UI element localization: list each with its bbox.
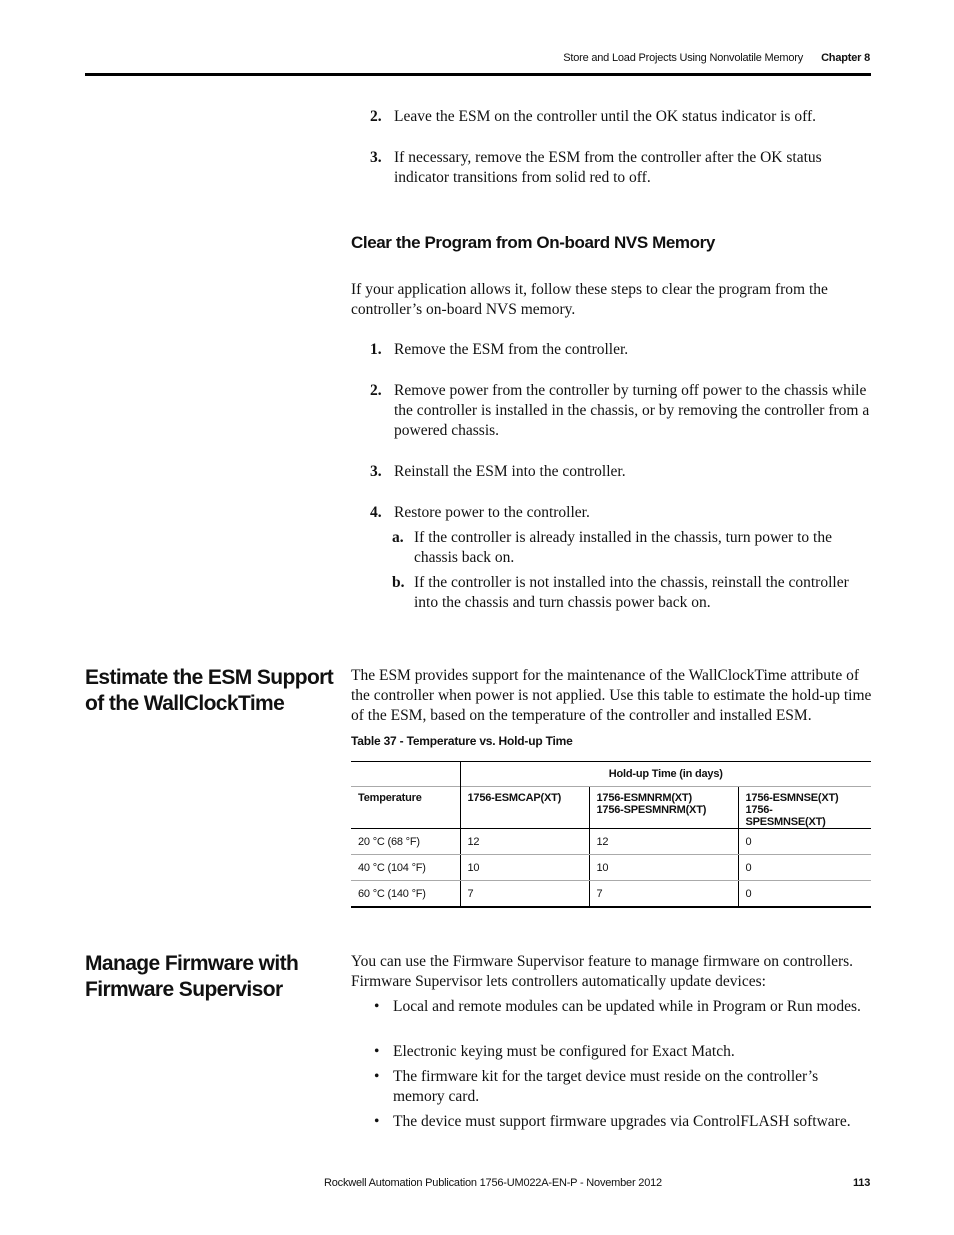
step-number: 1. — [370, 341, 382, 358]
intro-step-2 — [370, 107, 870, 127]
firmware-section-heading: Manage Firmware with Firmware Supervisor — [85, 952, 299, 1001]
table-row — [351, 855, 871, 881]
running-header — [563, 52, 870, 64]
cell-esmnse: 0 — [738, 829, 871, 855]
cell-esmnse: 0 — [738, 881, 871, 908]
bullet-text: Electronic keying must be configured for Exact Match. — [393, 1043, 735, 1060]
firmware-bullet — [370, 1112, 870, 1132]
page-number: 113 — [853, 1177, 871, 1189]
substep-text: If the controller is already installed in the chassis, turn power to the chassis back on. — [414, 529, 832, 566]
bullet-dot: • — [374, 1043, 380, 1060]
clear-nvs-intro: If your application allows it, follow these steps to clear the program from the controller’s on-board NVS memory. — [351, 281, 828, 318]
step-number: 4. — [370, 504, 382, 521]
holdup-table — [351, 761, 871, 908]
firmware-bullet — [370, 1042, 870, 1062]
footer-publication: Rockwell Automation Publication 1756-UM022A-EN-P - November 2012 — [324, 1177, 662, 1189]
step-text: If necessary, remove the ESM from the controller after the OK status indicator transitions from solid red to off. — [394, 149, 822, 186]
cell-esmnse: 0 — [738, 855, 871, 881]
column-header-esmnse: 1756-ESMNSE(XT) 1756-SPESMNSE(XT) — [738, 787, 871, 829]
table-group-header: Hold-up Time (in days) — [460, 762, 871, 787]
substep-letter: b. — [392, 574, 405, 591]
clear-step-3 — [370, 462, 870, 482]
step-text: Remove the ESM from the controller. — [394, 341, 629, 358]
cell-temperature: 20 °C (68 °F) — [351, 829, 460, 855]
step-text: Restore power to the controller. — [394, 504, 590, 521]
substep-text: If the controller is not installed into the chassis, reinstall the controller into the chassis and turn chassis power back on. — [414, 574, 849, 611]
table-group-header-row — [351, 762, 871, 787]
step-text: Reinstall the ESM into the controller. — [394, 463, 626, 480]
clear-step-4 — [370, 503, 870, 523]
step-number: 2. — [370, 382, 382, 399]
substep-letter: a. — [392, 529, 404, 546]
cell-esmnrm: 12 — [589, 829, 738, 855]
clear-nvs-heading: Clear the Program from On-board NVS Memory — [351, 233, 715, 252]
bullet-text: The device must support firmware upgrades via ControlFLASH software. — [393, 1113, 851, 1130]
table-header-empty — [351, 762, 460, 787]
clear-step-2 — [370, 381, 870, 441]
esm-section-heading: Estimate the ESM Support of the WallClockTime — [85, 666, 334, 715]
firmware-section-body: You can use the Firmware Supervisor feature to manage firmware on controllers. Firmware Supervisor lets controllers automatically update devices: — [351, 953, 854, 990]
cell-temperature: 60 °C (140 °F) — [351, 881, 460, 908]
bullet-dot: • — [374, 1068, 380, 1085]
column-header-temperature: Temperature — [351, 787, 460, 829]
cell-esmcap: 12 — [460, 829, 589, 855]
cell-temperature: 40 °C (104 °F) — [351, 855, 460, 881]
column-header-esmnrm: 1756-ESMNRM(XT) 1756-SPESMNRM(XT) — [589, 787, 738, 829]
clear-substep-a — [392, 528, 872, 568]
header-title: Store and Load Projects Using Nonvolatile Memory — [563, 52, 804, 64]
column-header-esmcap: 1756-ESMCAP(XT) — [460, 787, 589, 829]
firmware-bullet — [370, 1067, 870, 1107]
table-row — [351, 881, 871, 908]
cell-esmcap: 7 — [460, 881, 589, 908]
clear-step-1 — [370, 340, 870, 360]
table-caption: Table 37 - Temperature vs. Hold-up Time — [351, 734, 573, 748]
step-text: Remove power from the controller by turning off power to the chassis while the controller is installed in the chassis, or by removing the controller from a powered chassis. — [394, 382, 870, 439]
step-number: 2. — [370, 108, 382, 125]
step-number: 3. — [370, 149, 382, 166]
header-rule — [85, 73, 871, 76]
firmware-bullet — [370, 997, 870, 1017]
esm-section-body: The ESM provides support for the maintenance of the WallClockTime attribute of the controller when power is not applied. Use this table to estimate the hold-up time of the ESM, based on the temperature of the controller and installed ESM. — [351, 667, 872, 724]
bullet-dot: • — [374, 1113, 380, 1130]
intro-step-3 — [370, 148, 870, 188]
table-column-header-row — [351, 787, 871, 829]
cell-esmcap: 10 — [460, 855, 589, 881]
bullet-text: Local and remote modules can be updated while in Program or Run modes. — [393, 998, 861, 1015]
cell-esmnrm: 7 — [589, 881, 738, 908]
step-number: 3. — [370, 463, 382, 480]
bullet-dot: • — [374, 998, 380, 1015]
step-text: Leave the ESM on the controller until the OK status indicator is off. — [394, 108, 816, 125]
cell-esmnrm: 10 — [589, 855, 738, 881]
table-row — [351, 829, 871, 855]
clear-substep-b — [392, 573, 872, 613]
header-chapter: Chapter 8 — [821, 52, 870, 64]
bullet-text: The firmware kit for the target device must reside on the controller’s memory card. — [393, 1068, 819, 1105]
